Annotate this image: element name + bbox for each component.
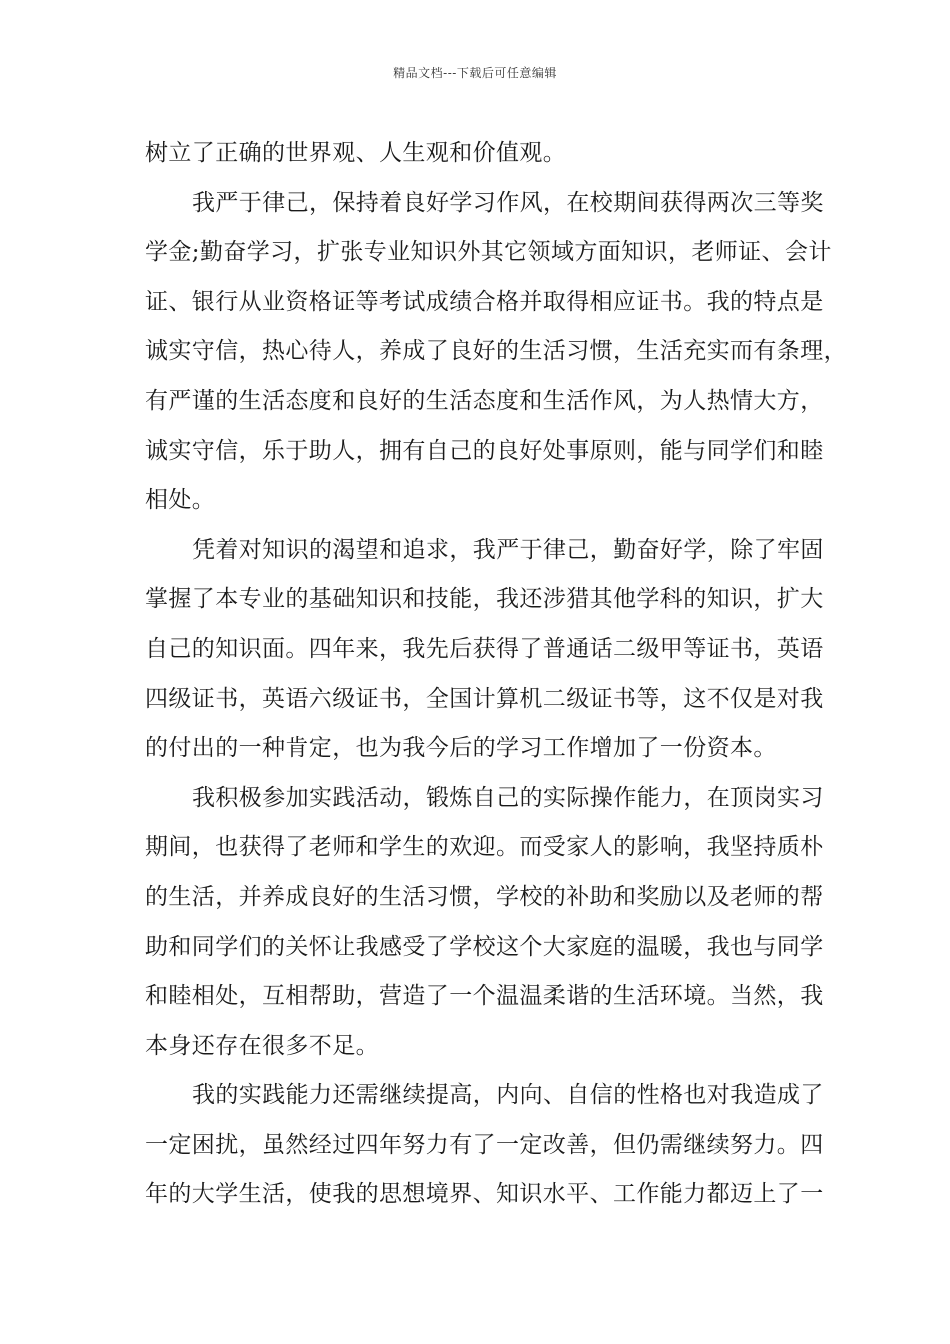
text-line: 相处。 (145, 487, 216, 514)
text-line: 的生活，并养成良好的生活习惯，学校的补助和奖励以及老师的帮 (145, 883, 824, 910)
text-line: 诚实守信，乐于助人，拥有自己的良好处事原则，能与同学们和睦 (145, 437, 824, 464)
text-line: 四级证书，英语六级证书，全国计算机二级证书等，这不仅是对我 (145, 685, 824, 712)
text-line: 和睦相处，互相帮助，营造了一个温温柔谐的生活环境。当然，我 (145, 983, 824, 1010)
text-line: 证、银行从业资格证等考试成绩合格并取得相应证书。我的特点是 (145, 288, 824, 315)
text-line: 凭着对知识的渴望和追求，我严于律己，勤奋好学，除了牢固 (192, 536, 824, 563)
text-line: 我积极参加实践活动，锻炼自己的实际操作能力，在顶岗实习 (192, 784, 824, 811)
text-line: 我严于律己，保持着良好学习作风，在校期间获得两次三等奖 (192, 189, 824, 216)
text-line: 自己的知识面。四年来，我先后获得了普通话二级甲等证书，英语 (145, 635, 824, 662)
document-body (145, 129, 847, 1220)
text-line: 助和同学们的关怀让我感受了学校这个大家庭的温暖，我也与同学 (145, 933, 824, 960)
page-header: 精品文档---下载后可任意编辑 (393, 66, 557, 80)
text-line: 一定困扰，虽然经过四年努力有了一定改善，但仍需继续努力。四 (145, 1131, 824, 1158)
text-line: 本身还存在很多不足。 (145, 1032, 379, 1059)
text-line: 年的大学生活，使我的思想境界、知识水平、工作能力都迈上了一 (145, 1181, 824, 1208)
text-line: 我的实践能力还需继续提高，内向、自信的性格也对我造成了 (192, 1082, 824, 1109)
text-line: 诚实守信，热心待人，养成了良好的生活习惯，生活充实而有条理， (145, 338, 847, 365)
text-line: 有严谨的生活态度和良好的生活态度和生活作风，为人热情大方， (145, 387, 824, 414)
text-line: 树立了正确的世界观、人生观和价值观。 (145, 140, 567, 166)
text-line: 掌握了本专业的基础知识和技能，我还涉猎其他学科的知识，扩大 (145, 586, 824, 613)
text-line: 学金;勤奋学习，扩张专业知识外其它领域方面知识，老师证、会计 (145, 239, 832, 266)
text-line: 的付出的一种肯定，也为我今后的学习工作增加了一份资本。 (145, 735, 777, 762)
text-line: 期间，也获得了老师和学生的欢迎。而受家人的影响，我坚持质朴 (145, 834, 824, 861)
